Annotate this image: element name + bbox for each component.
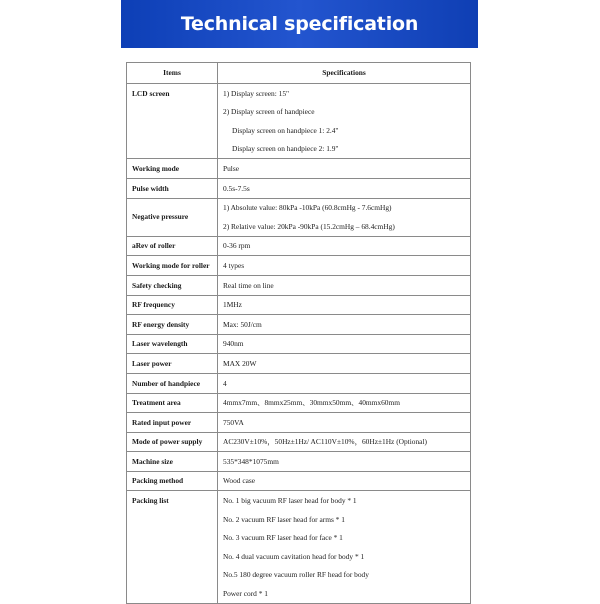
spec-line: Pulse	[223, 163, 240, 173]
row-item-label: Negative pressure	[127, 198, 218, 236]
row-spec-value	[218, 393, 471, 413]
spec-line: 0.5s-7.5s	[223, 183, 250, 193]
row-item-label: Packing method	[127, 471, 218, 491]
spec-line: 0-36 rpm	[223, 241, 251, 251]
spec-line: Display screen on handpiece 2: 1.9"	[232, 144, 339, 154]
row-spec-value	[218, 354, 471, 374]
row-item-label: Rated input power	[127, 413, 218, 433]
row-spec-value	[218, 84, 471, 159]
row-spec-value	[218, 315, 471, 335]
row-item-label: Number of handpiece	[127, 373, 218, 393]
row-spec-value	[218, 295, 471, 315]
row-spec-value	[218, 452, 471, 472]
table-row	[127, 471, 471, 491]
column-header-specifications: Specifications	[218, 63, 471, 84]
table-row	[127, 159, 471, 179]
table-row	[127, 354, 471, 374]
row-spec-value	[218, 159, 471, 179]
table-row	[127, 236, 471, 256]
table-row	[127, 373, 471, 393]
spec-line: Real time on line	[223, 280, 274, 290]
row-item-label: RF frequency	[127, 295, 218, 315]
spec-line: Display screen on handpiece 1: 2.4"	[232, 125, 339, 135]
row-spec-value	[218, 256, 471, 276]
row-spec-value	[218, 178, 471, 198]
table-row	[127, 413, 471, 433]
row-item-label: LCD screen	[127, 84, 218, 159]
row-item-label: Working mode	[127, 159, 218, 179]
spec-line: 750VA	[223, 417, 244, 427]
row-item-label: Treatment area	[127, 393, 218, 413]
row-item-label: Machine size	[127, 452, 218, 472]
table-row	[127, 452, 471, 472]
spec-line: No. 3 vacuum RF laser head for face * 1	[223, 533, 343, 543]
spec-line: Max: 50J/cm	[223, 319, 262, 329]
spec-table	[126, 62, 471, 604]
row-spec-value	[218, 198, 471, 236]
table-row	[127, 295, 471, 315]
table-row	[127, 432, 471, 452]
row-spec-value	[218, 275, 471, 295]
row-spec-value	[218, 471, 471, 491]
table-row	[127, 256, 471, 276]
table-row	[127, 315, 471, 335]
row-item-label: Safety checking	[127, 275, 218, 295]
spec-line: AC230V±10%，50Hz±1Hz/ AC110V±10%，60Hz±1Hz (Optional)	[223, 437, 427, 447]
table-row	[127, 178, 471, 198]
spec-line: 1) Display screen: 15"	[223, 88, 290, 98]
spec-line: No. 4 dual vacuum cavitation head for body * 1	[223, 551, 365, 561]
row-item-label: aRev of roller	[127, 236, 218, 256]
row-spec-value	[218, 491, 471, 604]
row-spec-value	[218, 236, 471, 256]
column-header-items: Items	[127, 63, 218, 84]
row-spec-value	[218, 413, 471, 433]
spec-line: Power cord * 1	[223, 589, 268, 599]
row-item-label: Mode of power supply	[127, 432, 218, 452]
row-spec-value	[218, 373, 471, 393]
spec-line: No. 2 vacuum RF laser head for arms * 1	[223, 514, 345, 524]
spec-line: No. 1 big vacuum RF laser head for body * 1	[223, 496, 357, 506]
spec-line: 1MHz	[223, 300, 242, 310]
table-row	[127, 198, 471, 236]
row-item-label: Laser power	[127, 354, 218, 374]
spec-line: MAX 20W	[223, 358, 257, 368]
row-item-label: Laser wavelength	[127, 334, 218, 354]
row-item-label: Pulse width	[127, 178, 218, 198]
table-header-row	[127, 63, 471, 84]
table-row	[127, 393, 471, 413]
page-title: Technical specification	[180, 13, 419, 35]
row-item-label: RF energy density	[127, 315, 218, 335]
table-row	[127, 491, 471, 604]
row-spec-value	[218, 334, 471, 354]
spec-line: No.5 180 degree vacuum roller RF head for body	[223, 570, 369, 580]
table-body	[127, 84, 471, 604]
spec-line: 4	[223, 378, 227, 388]
spec-line: 1) Absolute value: 80kPa -10kPa (60.8cmHg - 7.6cmHg)	[223, 203, 392, 213]
spec-line: 4mmx7mm、8mmx25mm、30mmx50mm、40mmx60mm	[223, 398, 400, 408]
row-item-label: Working mode for roller	[127, 256, 218, 276]
spec-line: Wood case	[223, 476, 256, 486]
spec-line: 535*348*1075mm	[223, 456, 279, 466]
table-row	[127, 334, 471, 354]
spec-line: 940nm	[223, 339, 244, 349]
table-row	[127, 84, 471, 159]
spec-line: 4 types	[223, 260, 245, 270]
row-spec-value	[218, 432, 471, 452]
table-row	[127, 275, 471, 295]
spec-line: 2) Display screen of handpiece	[223, 107, 315, 117]
row-item-label: Packing list	[127, 491, 218, 604]
spec-line: 2) Relative value: 20kPa -90kPa (15.2cmHg – 68.4cmHg)	[223, 221, 395, 231]
title-banner	[121, 0, 478, 48]
